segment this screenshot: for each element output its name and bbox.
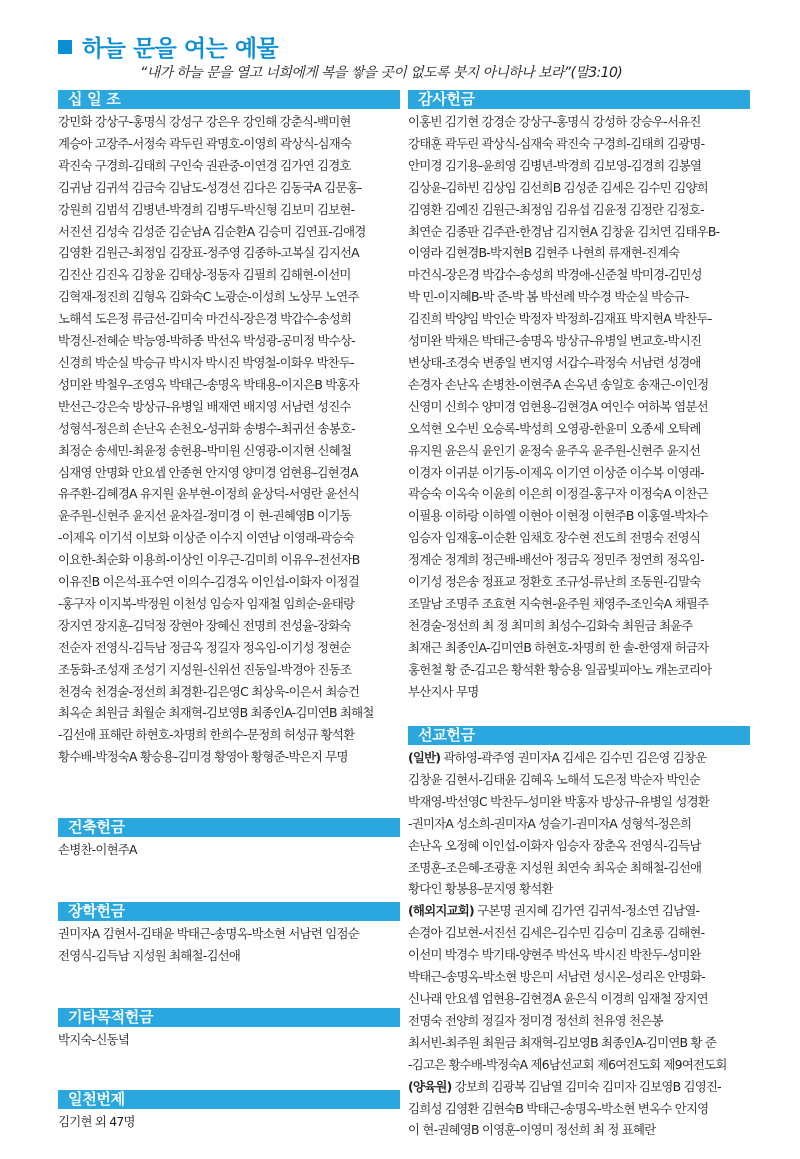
donor-line: -이제옥 이기석 이보화 이상준 이수지 이연남 이영래-곽승숙 bbox=[58, 530, 354, 546]
donor-line bbox=[408, 835, 750, 857]
donor-line: 최옥순 최원금 최월순 최재혁-김보영B 최종인A-김미연B 최해철 bbox=[58, 705, 374, 721]
donor-line: 이경자 이귀분 이기동-이제옥 이기연 이상준 이수복 이영래- bbox=[408, 464, 704, 480]
donor-line-text: 이선미 박경수 박기태-양현주 박선옥 박시진 박찬두-성미완 bbox=[408, 947, 701, 963]
donor-line: 김기현 외 47명 bbox=[58, 1114, 135, 1129]
donor-line: 노해석 도은정 류금선-김미숙 마건식-장은경 박갑수-송성희 bbox=[58, 311, 352, 327]
donor-line-text: 강보희 김광복 김남열 김미숙 김미자 김보영B 김영진- bbox=[451, 1078, 721, 1094]
donor-line-text: 황다인 황봉용-문지영 황석환 bbox=[408, 881, 553, 897]
donor-line: 이영라 김현경B-박지현B 김현주 나현희 류재현-진계숙 bbox=[408, 245, 680, 261]
donor-line: 김영환 김예진 김원근-최정임 김유섭 김윤정 김정란 김정호- bbox=[408, 201, 704, 217]
donor-line: 천경술-정선희 최 정 최미희 최성수-김화숙 최원금 최윤주 bbox=[408, 617, 693, 633]
donor-line: 곽승숙 이옥숙 이윤희 이은희 이정걸-홍구자 이정숙A 이찬근 bbox=[408, 486, 708, 502]
section-heading-special-purpose: 기타목적헌금 bbox=[58, 1008, 400, 1027]
donor-line: 변상태-조경숙 변종일 변지영 서갑수-곽정숙 서남련 성경애 bbox=[408, 354, 701, 370]
donor-line: 신영미 신희수 양미경 엄현용-김현경A 여인수 여하복 염분선 bbox=[408, 398, 708, 414]
donor-line: 오석현 오수빈 오승록-박성희 오영광-한윤미 오종세 오탁례 bbox=[408, 420, 701, 436]
donor-line: 박 민-이지혜B-박 준-박 봄 박선례 박수경 박순실 박승규- bbox=[408, 289, 689, 305]
donor-line: 장지연 장지훈-김덕정 장현아 장혜신 전명희 전성율-장화숙 bbox=[58, 617, 351, 633]
donor-line: 최재근 최종인A-김미연B 하현호-차명희 한 솔-한영재 허금자 bbox=[408, 639, 709, 655]
donor-line: 김영환 김원근-최정임 김장표-정주영 김종하-고복실 김지선A bbox=[58, 245, 359, 261]
donor-line: 김상윤-김하빈 김상임 김선희B 김성준 김세은 김수민 김양희 bbox=[408, 179, 708, 195]
donor-line bbox=[408, 857, 750, 879]
donor-line: 강태훈 곽두린 곽상식-심재숙 곽진숙 구경희-김태희 김광명- bbox=[408, 135, 705, 151]
donor-line-text: -김고은 황수배-박정숙A 제6남선교회 제6여전도회 제9여전도회 bbox=[408, 1056, 727, 1072]
donor-line bbox=[408, 922, 750, 944]
section-body-scholarship bbox=[58, 923, 400, 967]
section-mission bbox=[408, 726, 750, 1141]
scripture-quote: “내가 하늘 문을 열고 너희에게 복을 쌓을 곳이 없도록 붓지 아니하나 보라”(말3:10) bbox=[140, 65, 623, 81]
section-heading-scholarship: 장학헌금 bbox=[58, 902, 400, 921]
donor-line bbox=[408, 1010, 750, 1032]
donor-line: 박지숙-신동녘 bbox=[58, 1032, 130, 1047]
section-body-tithe bbox=[58, 111, 400, 768]
donor-line-text: 손경아 김보현-서진선 김세은-김수민 김승미 김초롱 김해현- bbox=[408, 925, 705, 941]
donor-line: 성미완 박채은 박태근-송명옥 방상규-유병일 변교호-박시진 bbox=[408, 333, 702, 349]
donor-line: 조동화-조성재 조성기 지성원-신위선 진동일-박경아 진동조 bbox=[58, 661, 352, 677]
donor-line: 심재영 안명화 안요셉 안종현 안지영 양미경 엄현용-김현경A bbox=[58, 464, 358, 480]
section-thanksgiving bbox=[408, 90, 750, 702]
donor-line bbox=[408, 1054, 750, 1076]
section-body-special-purpose bbox=[58, 1029, 400, 1051]
donor-line: 안미경 김기용-윤희영 김병년-박경희 김보영-김경희 김봉열 bbox=[408, 157, 702, 173]
donor-line bbox=[408, 878, 750, 900]
donor-line: 김진산 김진옥 김창윤 김태상-정동자 김필희 김해현-이선미 bbox=[58, 267, 351, 283]
donor-line bbox=[408, 1119, 750, 1141]
donor-line: 이홍빈 김기현 강경순 강상구-홍명식 강성하 강승우-서유진 bbox=[408, 114, 701, 129]
section-heading-tithe: 십 일 조 bbox=[58, 90, 400, 109]
donor-line bbox=[408, 900, 750, 922]
section-body-one-thousandth bbox=[58, 1111, 400, 1133]
donor-line: 이필용 이하랑 이하엘 이현아 이현정 이현주B 이홍열-박차수 bbox=[408, 508, 708, 524]
donor-line bbox=[408, 791, 750, 813]
section-heading-mission: 선교헌금 bbox=[408, 726, 750, 745]
section-heading-building: 건축헌금 bbox=[58, 818, 400, 837]
mission-group-label: (양육원) bbox=[408, 1078, 452, 1094]
donor-line: 전영식-김득남 지성원 최해철-김선애 bbox=[58, 947, 241, 963]
section-body-building bbox=[58, 839, 400, 861]
donor-line: 윤주원-신현주 윤지선 윤차걸-정미경 이 현-권혜영B 이기동 bbox=[58, 508, 351, 524]
donor-line: 김혁재-정진희 김형옥 김화숙C 노광순-이성희 노상무 노연주 bbox=[58, 289, 359, 305]
donor-line: 손경자 손난옥 손병찬-이현주A 손옥년 송일호 송재근-이인정 bbox=[408, 376, 709, 392]
donor-line: 이유진B 이은석-표수연 이의수-김경옥 이인섭-이화자 이정걸 bbox=[58, 574, 359, 590]
donor-line bbox=[408, 1032, 750, 1054]
donor-line: 유주환-김혜경A 유지원 윤부현-이정희 윤상덕-서영란 윤선식 bbox=[58, 486, 359, 502]
donor-line: 홍헌철 황 준-김고은 황석환 황승용 일곱빛피아노 캐논코리아 bbox=[408, 661, 712, 677]
section-one-thousandth bbox=[58, 1090, 400, 1133]
donor-line: 박경신-전혜순 박능영-박하종 박선옥 박성광-공미정 박수상- bbox=[58, 333, 355, 349]
donor-line: 김귀남 김귀석 김금숙 김남도-성경선 김다은 김동국A 김문홍- bbox=[58, 179, 362, 195]
donor-line-text: 조명훈-조은혜-조광훈 지성원 최연숙 최옥순 최해철-김선애 bbox=[408, 859, 702, 875]
section-heading-thanksgiving: 감사헌금 bbox=[408, 90, 750, 109]
donor-line: 최연순 김종판 김주관-한경남 김지현A 김창윤 김치연 김태우B- bbox=[408, 223, 720, 239]
donor-line: 반선근-강은숙 방상규-유병일 배재연 배지영 서남련 성진수 bbox=[58, 398, 351, 414]
donor-line bbox=[408, 1076, 750, 1098]
section-body-thanksgiving bbox=[408, 111, 750, 702]
donor-line: 서진선 김성숙 김성준 김순남A 김순환A 김승미 김연표-김애경 bbox=[58, 223, 366, 239]
donor-line-text: 이 현-권혜영B 이영훈-이영미 정선희 최 정 표혜란 bbox=[408, 1122, 656, 1138]
donor-line-text: 전명숙 전양희 정길자 정미경 정선희 천유영 천은봉 bbox=[408, 1012, 663, 1028]
donor-line: 강민화 강상구-홍명식 강성구 강은우 강인해 강춘식-백미현 bbox=[58, 114, 351, 129]
donor-line bbox=[408, 1098, 750, 1120]
section-heading-one-thousandth: 일천번제 bbox=[58, 1090, 400, 1109]
donor-line: 강원희 김범석 김병년-박경희 김병두-박신형 김보미 김보현- bbox=[58, 201, 355, 217]
donor-line: 부산지사 무명 bbox=[408, 683, 479, 699]
donor-line-text: 김희성 김영환 김현숙B 박태근-송명옥-박소현 변옥수 안지영 bbox=[408, 1100, 709, 1116]
donor-line bbox=[408, 988, 750, 1010]
donor-line-text: 박재영-박선영C 박찬두-성미완 박홍자 방상규-유병일 성경환 bbox=[408, 793, 710, 809]
mission-group-label: (일반) bbox=[408, 750, 441, 765]
donor-line-text: 신나래 안요셉 엄현용-김현경A 윤은식 이경희 임재철 장지연 bbox=[408, 990, 708, 1006]
donor-line-text: 최서빈-최주원 최원금 최재혁-김보영B 최종인A-김미연B 황 준 bbox=[408, 1034, 717, 1050]
donor-line: 전순자 전영식-김득남 정금옥 정길자 정옥임-이기성 정현순 bbox=[58, 639, 351, 655]
donor-line: 최정순 송세민-최윤정 송헌용-박미원 신영광-이지현 신혜철 bbox=[58, 442, 352, 458]
donor-line-text: 곽하영-곽주영 권미자A 김세은 김수민 김은영 김창운 bbox=[440, 750, 707, 765]
donor-line: 곽진숙 구경희-김태희 구인숙 권관중-이연경 김가연 김경호 bbox=[58, 157, 351, 173]
donor-line: 김진희 박양임 박인순 박정자 박정희-김재표 박지현A 박찬두- bbox=[408, 311, 712, 327]
page-title-text: 하늘 문을 여는 예물 bbox=[82, 36, 279, 62]
donor-line: 손병찬-이현주A bbox=[58, 842, 137, 857]
donor-line: 조말남 조명주 조효현 지숙현-윤주원 채영주-조인숙A 채필주 bbox=[408, 595, 709, 611]
donor-line-text: 손난옥 오정혜 이인섭-이화자 임승자 장춘옥 전영식-김득남 bbox=[408, 837, 701, 853]
donor-line bbox=[408, 944, 750, 966]
section-building bbox=[58, 818, 400, 861]
donor-line: 이기성 정은송 정표교 정환호 조규성-류난희 조동원-김말숙 bbox=[408, 574, 701, 590]
donor-line bbox=[408, 747, 750, 769]
donor-line bbox=[408, 769, 750, 791]
donor-line bbox=[408, 813, 750, 835]
donor-line-text: 박태근-송명옥-박소현 방은미 서남련 성시온-성리온 안명화- bbox=[408, 969, 705, 985]
donor-line: 계승아 고장주-서정숙 곽두린 곽명호-이영희 곽상식-심재숙 bbox=[58, 135, 352, 151]
section-scholarship bbox=[58, 902, 400, 967]
donor-line: 이요한-최순화 이용희-이상인 이우근-김미희 이유우-전선자B bbox=[58, 552, 360, 568]
donor-line: 황수배-박정숙A 황승용-김미경 황영아 황형준-박은지 무명 bbox=[58, 749, 348, 765]
donor-line-text: 구본명 권지혜 김가연 김귀석-정소연 김남열- bbox=[473, 903, 700, 919]
page-title bbox=[58, 30, 278, 63]
square-bullet-icon bbox=[58, 40, 72, 54]
donor-line: -김선애 표해란 하현호-차명희 한희수-문정희 허성규 황석환 bbox=[58, 727, 355, 743]
section-special-purpose bbox=[58, 1008, 400, 1051]
donor-line: -홍구자 이지복-박정원 이천성 임승자 임재철 임희순-윤태랑 bbox=[58, 595, 355, 611]
donor-line: 권미자A 김현서-김태윤 박태근-송명옥-박소현 서남련 임점순 bbox=[58, 926, 359, 941]
donor-line-text: -권미자A 성소희-권미자A 성슬기-권미자A 성형석-정은희 bbox=[408, 815, 692, 831]
donor-line: 임승자 임재홍-이순환 임채호 장수현 전도희 전명숙 전영식 bbox=[408, 530, 701, 546]
donor-line: 유지원 윤은식 윤인기 윤정숙 윤주옥 윤주원-신현주 윤지선 bbox=[408, 442, 701, 458]
donor-line: 성미완 박철우-조영옥 박태근-송명옥 박태용-이지은B 박홍자 bbox=[58, 376, 359, 392]
section-body-mission bbox=[408, 747, 750, 1141]
donor-line-text: 김창윤 김현서-김태윤 김혜옥 노해석 도은정 박순자 박인순 bbox=[408, 771, 701, 787]
mission-group-label: (해외지교회) bbox=[408, 903, 474, 919]
donor-line: 신경희 박순실 박승규 박시자 박시진 박영철-이화우 박찬두- bbox=[58, 354, 354, 370]
donor-line: 마건식-장은경 박갑수-송성희 박경애-신준철 박미경-김민성 bbox=[408, 267, 702, 283]
donor-line: 정계순 정계희 정근배-배선아 정금옥 정민주 정연희 정옥임- bbox=[408, 552, 704, 568]
section-tithe bbox=[58, 90, 400, 768]
donor-line bbox=[408, 966, 750, 988]
donor-line: 성형석-정은희 손난옥 손천오-성귀화 송병수-최귀선 송봉호- bbox=[58, 420, 355, 436]
donor-line: 천경숙 천경술-정선희 최경환-김은영C 최상욱-이은서 최승건 bbox=[58, 683, 360, 699]
